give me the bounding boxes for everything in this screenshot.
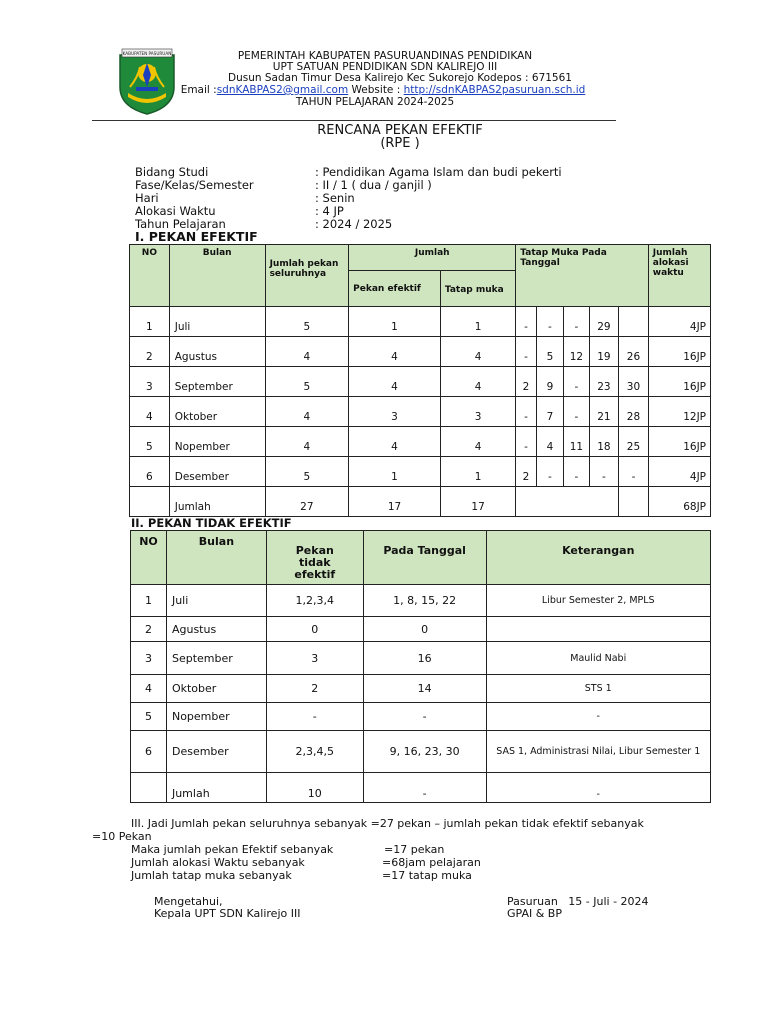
website-label: Website : — [348, 84, 404, 96]
cell-bulan: Oktober — [166, 675, 266, 703]
cell-keterangan: Libur Semester 2, MPLS — [486, 585, 711, 617]
cell-keterangan — [486, 617, 711, 642]
cell-pekan-tidak-efektif: 0 — [266, 617, 363, 642]
cell-jumlah-pekan: 4 — [265, 337, 349, 367]
cell-alokasi: 16JP — [648, 337, 710, 367]
cell-tatap-muka: 4 — [440, 337, 515, 367]
col-header-pekan-tidak-efektif: Pekan tidak efektif — [266, 531, 363, 585]
cell-alokasi: 4JP — [648, 307, 710, 337]
cell-pada-tanggal: 14 — [363, 675, 486, 703]
website-link[interactable]: http://sdnKABPAS2pasuruan.sch.id — [403, 84, 586, 96]
cell-pekan-efektif: 1 — [349, 307, 441, 337]
cell-no: 6 — [131, 731, 167, 773]
meta-label: Bidang Studi — [135, 165, 209, 179]
col-header-no: NO — [130, 245, 170, 307]
section-title-pekan-efektif: I. PEKAN EFEKTIF — [135, 229, 258, 244]
summary-tatap-value: =17 tatap muka — [382, 869, 472, 882]
cell-pekan-tidak-efektif: 2 — [266, 675, 363, 703]
cell-tatap-muka: 4 — [440, 367, 515, 397]
cell-tanggal: - — [564, 397, 589, 427]
signature-right-line-2: GPAI & BP — [507, 907, 562, 920]
cell-no: 4 — [130, 397, 170, 427]
cell-tanggal: 4 — [536, 427, 564, 457]
signature-left-line-1: Mengetahui, — [154, 895, 223, 908]
meta-label: Hari — [135, 191, 159, 205]
cell-no: 5 — [130, 427, 170, 457]
table-row — [130, 457, 711, 487]
cell-tatap-muka: 1 — [440, 457, 515, 487]
table-total-row — [130, 487, 711, 517]
cell-tanggal: 29 — [589, 307, 619, 337]
cell-no: 3 — [130, 367, 170, 397]
svg-text:KABUPATEN PASURUAN: KABUPATEN PASURUAN — [122, 51, 172, 56]
cell-tanggal: - — [516, 397, 536, 427]
email-label: Email : — [180, 84, 217, 96]
cell-pada-tanggal: 0 — [363, 617, 486, 642]
cell-pekan-tidak-efektif: 3 — [266, 642, 363, 675]
cell-bulan: Nopember — [166, 703, 266, 731]
table-row — [131, 642, 711, 675]
cell-tanggal: 12 — [564, 337, 589, 367]
table-row — [130, 367, 711, 397]
meta-label: Tahun Pelajaran — [135, 217, 226, 231]
cell-keterangan: - — [486, 703, 711, 731]
cell-tanggal: - — [516, 427, 536, 457]
cell-jumlah-pekan: 4 — [265, 427, 349, 457]
table-row — [131, 585, 711, 617]
col-header-keterangan: Keterangan — [486, 531, 711, 585]
cell-jumlah-pekan: 5 — [265, 367, 349, 397]
summary-efektif-label: Maka jumlah pekan Efektif sebanyak — [131, 843, 334, 856]
cell-pekan-efektif: 3 — [349, 397, 441, 427]
cell-no: 2 — [130, 337, 170, 367]
cell-bulan: Agustus — [169, 337, 265, 367]
cell-tatap-muka: 3 — [440, 397, 515, 427]
table-row — [131, 731, 711, 773]
col-header-jumlah: Jumlah — [349, 245, 516, 271]
summary-tatap-label: Jumlah tatap muka sebanyak — [131, 869, 292, 882]
section-title-pekan-tidak-efektif: II. PEKAN TIDAK EFEKTIF — [131, 516, 292, 530]
summary-efektif-value: =17 pekan — [384, 843, 445, 856]
header-line-2: UPT SATUAN PENDIDIKAN SDN KALIREJO III — [272, 61, 498, 73]
cell-bulan: Agustus — [166, 617, 266, 642]
cell-tanggal: - — [516, 337, 536, 367]
summary-alokasi-label: Jumlah alokasi Waktu sebanyak — [131, 856, 305, 869]
total-alokasi: 68JP — [648, 487, 710, 517]
cell-pada-tanggal: - — [363, 703, 486, 731]
cell-bulan: Desember — [169, 457, 265, 487]
header-line-1: PEMERINTAH KABUPATEN PASURUANDINAS PENDIDIKAN — [237, 50, 533, 62]
meta-value: : Senin — [315, 191, 355, 205]
cell-bulan: September — [169, 367, 265, 397]
cell-tanggal: - — [589, 457, 619, 487]
cell-tanggal: 25 — [619, 427, 649, 457]
cell-no: 4 — [131, 675, 167, 703]
cell-bulan: Nopember — [169, 427, 265, 457]
cell-tanggal: 23 — [589, 367, 619, 397]
cell-jumlah-pekan: 4 — [265, 397, 349, 427]
cell-tanggal: 11 — [564, 427, 589, 457]
table-row — [130, 307, 711, 337]
summary-alokasi-value: =68jam pelajaran — [382, 856, 481, 869]
meta-label: Alokasi Waktu — [135, 204, 216, 218]
table-row — [130, 337, 711, 367]
col-header-no: NO — [131, 531, 167, 585]
cell-tatap-muka: 1 — [440, 307, 515, 337]
cell-keterangan: SAS 1, Administrasi Nilai, Libur Semester 1 — [486, 731, 711, 773]
cell-tanggal: 18 — [589, 427, 619, 457]
col-header-alokasi: Jumlah alokasi waktu — [648, 245, 710, 307]
cell-jumlah-pekan: 5 — [265, 457, 349, 487]
cell-pada-tanggal: 16 — [363, 642, 486, 675]
pekan-tidak-efektif-table — [130, 530, 711, 803]
table-row — [130, 427, 711, 457]
header-school-year: TAHUN PELAJARAN 2024-2025 — [295, 96, 455, 108]
cell-pekan-efektif: 4 — [349, 427, 441, 457]
cell-pada-tanggal: 9, 16, 23, 30 — [363, 731, 486, 773]
signature-left-line-2: Kepala UPT SDN Kalirejo III — [154, 907, 301, 920]
cell-tanggal: - — [564, 457, 589, 487]
table-row — [131, 675, 711, 703]
cell-no: 3 — [131, 642, 167, 675]
col-header-jumlah-pekan: Jumlah pekan seluruhnya — [265, 245, 349, 307]
table-row — [130, 397, 711, 427]
cell-tanggal: 2 — [516, 367, 536, 397]
cell-keterangan: Maulid Nabi — [486, 642, 711, 675]
cell-bulan: September — [166, 642, 266, 675]
table-row — [131, 617, 711, 642]
cell-tatap-muka: 4 — [440, 427, 515, 457]
total-keterangan: - — [486, 773, 711, 803]
meta-value: : 4 JP — [315, 204, 344, 218]
total-tanggal: - — [363, 773, 486, 803]
document-title: RENCANA PEKAN EFEKTIF — [317, 123, 483, 138]
cell-bulan: Oktober — [169, 397, 265, 427]
summary-line-1b: =10 Pekan — [92, 830, 152, 843]
cell-pekan-tidak-efektif: 2,3,4,5 — [266, 731, 363, 773]
col-header-bulan: Bulan — [166, 531, 266, 585]
cell-bulan: Desember — [166, 731, 266, 773]
cell-tanggal: 26 — [619, 337, 649, 367]
total-efektif: 17 — [349, 487, 441, 517]
col-header-bulan: Bulan — [169, 245, 265, 307]
cell-pekan-efektif: 4 — [349, 367, 441, 397]
total-tatap: 17 — [440, 487, 515, 517]
cell-alokasi: 12JP — [648, 397, 710, 427]
total-label: Jumlah — [169, 487, 265, 517]
cell-pekan-efektif: 1 — [349, 457, 441, 487]
col-header-tanggal: Tatap Muka Pada Tanggal — [516, 245, 648, 307]
cell-tanggal: - — [536, 457, 564, 487]
cell-tanggal: 19 — [589, 337, 619, 367]
cell-tanggal: - — [516, 307, 536, 337]
col-header-pekan-efektif: Pekan efektif — [349, 271, 441, 307]
cell-pekan-tidak-efektif: - — [266, 703, 363, 731]
signature-right-line-1: Pasuruan 15 - Juli - 2024 — [507, 895, 649, 908]
cell-jumlah-pekan: 5 — [265, 307, 349, 337]
meta-value: : Pendidikan Agama Islam dan budi pekerti — [315, 165, 562, 179]
cell-tanggal: 9 — [536, 367, 564, 397]
cell-pekan-tidak-efektif: 1,2,3,4 — [266, 585, 363, 617]
cell-tanggal: 28 — [619, 397, 649, 427]
cell-keterangan: STS 1 — [486, 675, 711, 703]
cell-tanggal: 5 — [536, 337, 564, 367]
meta-label: Fase/Kelas/Semester — [135, 178, 254, 192]
col-header-tatap-muka: Tatap muka — [440, 271, 515, 307]
cell-no: 6 — [130, 457, 170, 487]
cell-tanggal: 7 — [536, 397, 564, 427]
summary-line-1: III. Jadi Jumlah pekan seluruhnya sebanyak =27 pekan – jumlah pekan tidak efektif sebanyak — [131, 817, 644, 830]
cell-tanggal: 2 — [516, 457, 536, 487]
cell-bulan: Juli — [166, 585, 266, 617]
document-subtitle: (RPE ) — [380, 136, 420, 151]
total-pekan: 10 — [266, 773, 363, 803]
cell-tanggal — [619, 307, 649, 337]
cell-tanggal: 21 — [589, 397, 619, 427]
cell-pekan-efektif: 4 — [349, 337, 441, 367]
cell-no: 1 — [130, 307, 170, 337]
meta-value: : 2024 / 2025 — [315, 217, 393, 231]
cell-tanggal: - — [619, 457, 649, 487]
cell-alokasi: 16JP — [648, 427, 710, 457]
header-divider — [92, 120, 616, 121]
total-label: Jumlah — [166, 773, 266, 803]
header-address: Dusun Sadan Timur Desa Kalirejo Kec Sukorejo Kodepos : 671561 — [228, 72, 572, 84]
cell-tanggal: - — [536, 307, 564, 337]
table-total-row — [131, 773, 711, 803]
cell-alokasi: 16JP — [648, 367, 710, 397]
meta-value: : II / 1 ( dua / ganjil ) — [315, 178, 432, 192]
cell-tanggal: - — [564, 307, 589, 337]
cell-no: 2 — [131, 617, 167, 642]
cell-tanggal: - — [564, 367, 589, 397]
cell-alokasi: 4JP — [648, 457, 710, 487]
col-header-pada-tanggal: Pada Tanggal — [363, 531, 486, 585]
cell-bulan: Juli — [169, 307, 265, 337]
email-link[interactable]: sdnKABPAS2@gmail.com — [216, 84, 349, 96]
cell-pada-tanggal: 1, 8, 15, 22 — [363, 585, 486, 617]
cell-no: 5 — [131, 703, 167, 731]
cell-tanggal: 30 — [619, 367, 649, 397]
table-row — [131, 703, 711, 731]
total-pekan: 27 — [265, 487, 349, 517]
cell-no: 1 — [131, 585, 167, 617]
pekan-efektif-table — [129, 244, 711, 517]
